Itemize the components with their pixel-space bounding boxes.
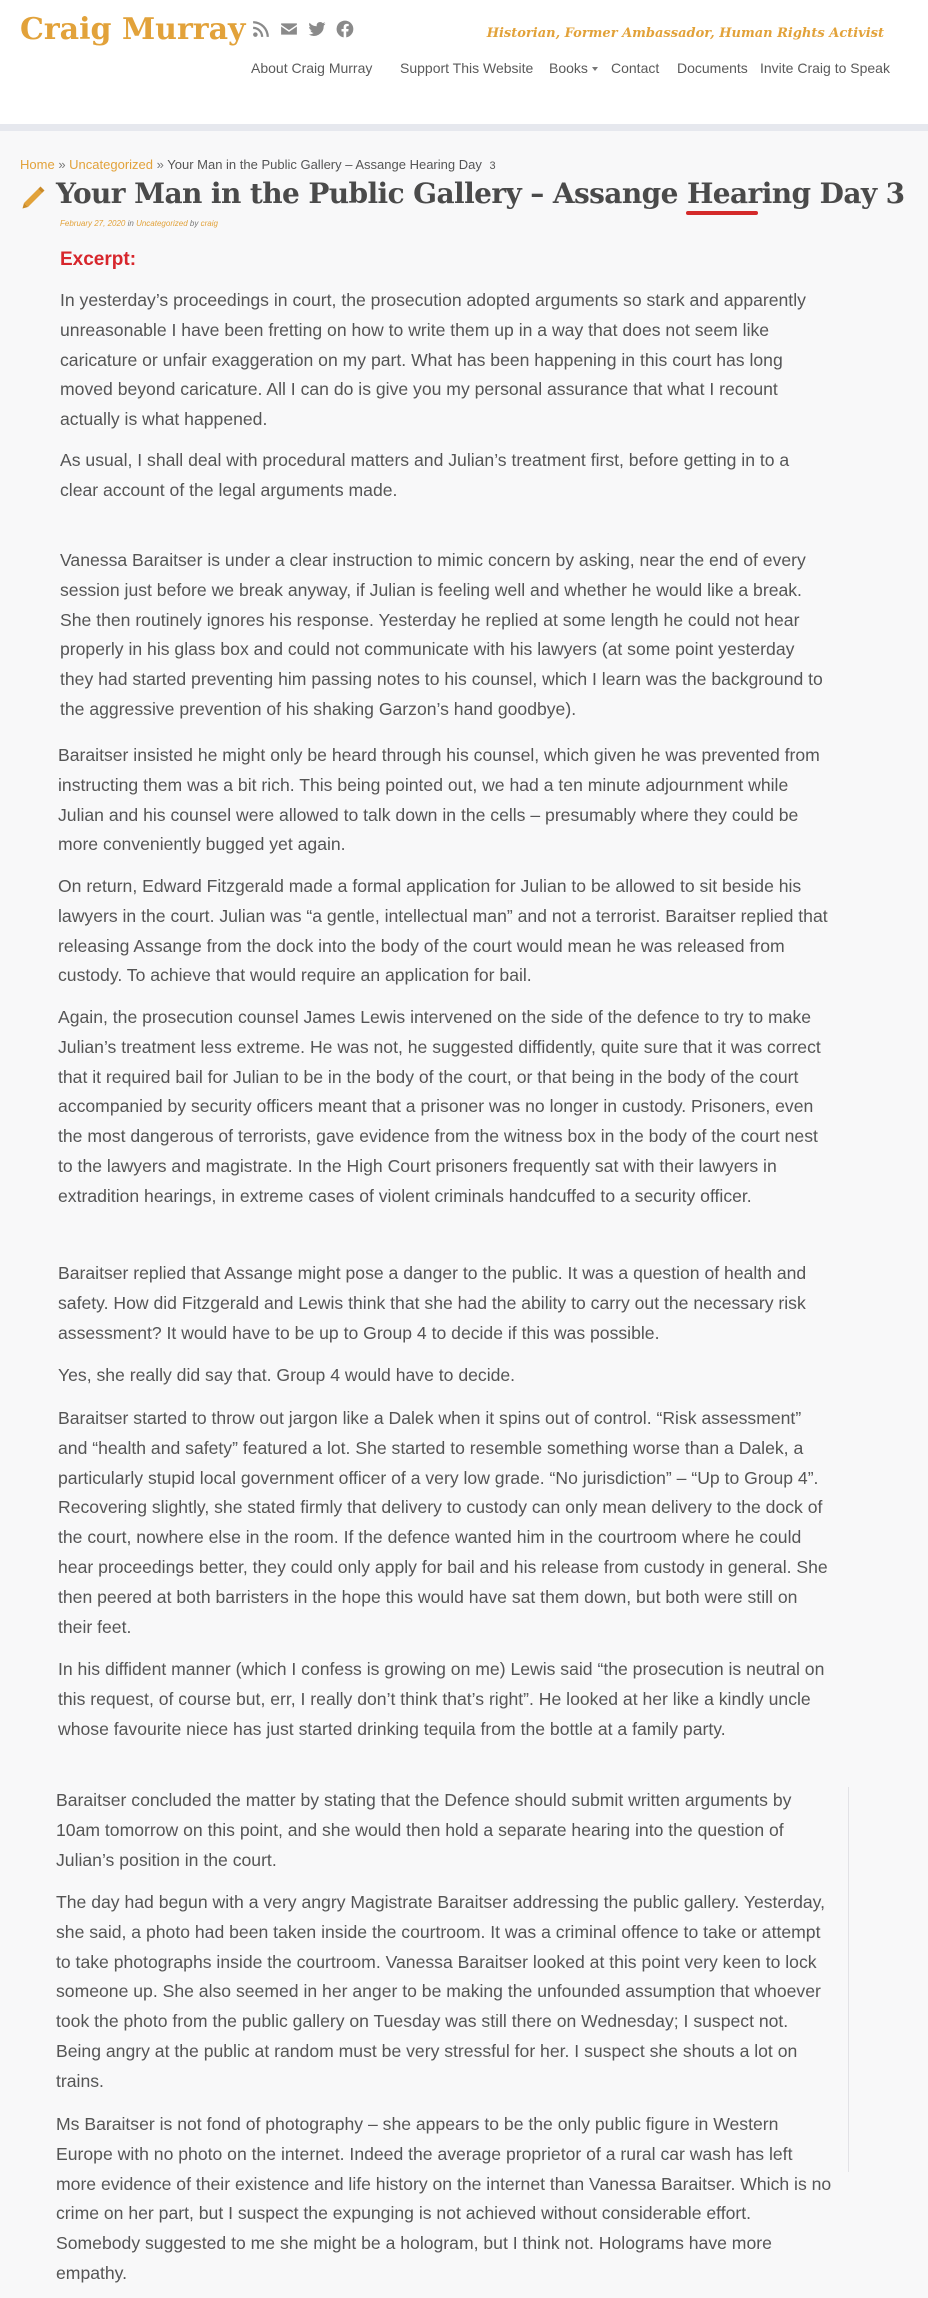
social-icons [252,20,354,38]
article-paragraph: Baraitser started to throw out jargon like a Dalek when it spins out of control. “Risk assessment” and “health and safety” featured a lot. She started to resemble something worse than a Dalek, a particularly stupid local government officer of a very low grade. “No jurisdiction” – “Up to Group 4”. Recovering slightly, she stated firmly that delivery to custody can only mean delivery to the dock of the court, nowhere else in the room. If the defence wanted him in the courtroom where he could hear proceedings better, they could only apply for bail and his release from custody in general. She then peered at both barristers in the hope this would have sat them down, but both were still on their feet. [58,1408,828,1637]
nav-about[interactable]: About Craig Murray [251,60,373,76]
article-paragraph: On return, Edward Fitzgerald made a formal application for Julian to be allowed to sit beside his lawyers in the court. Julian was “a gentle, intellectual man” and not a terrorist. Baraitser replied that releasing Assange from the dock into the body of the court would mean he was released from custody. To achieve that would require an application for bail. [58,876,828,986]
post-title-day: Day 3 [819,177,905,210]
article-paragraph: Baraitser replied that Assange might pose a danger to the public. It was a question of health and safety. How did Fitzgerald and Lewis think that she had the ability to carry out the necessary risk assessment? It would have to be up to Group 4 to decide if this was possible. [58,1263,807,1343]
breadcrumb-current: Your Man in the Public Gallery – Assange Hearing Day [167,157,482,172]
rss-icon[interactable] [252,20,270,38]
article-paragraph: Baraitser concluded the matter by stating that the Defence should submit written arguments by 10am tomorrow on this point, and she would then hold a separate hearing into the question of Julian’s position in the court. [56,1790,792,1870]
nav-support[interactable]: Support This Website [400,60,534,76]
article-paragraph: In yesterday’s proceedings in court, the prosecution adopted arguments so stark and apparently unreasonable I have been fretting on how to write them up in a way that does not seem like caricature or unfair exaggeration on my part. What has been happening in this court has long moved beyond caricature. All I can do is give you my personal assurance that what I recount actually is what happened. [60,290,806,430]
post-meta-by: by [189,219,199,228]
article-paragraph: Yes, she really did say that. Group 4 would have to decide. [58,1365,516,1385]
article-paragraph: Baraitser insisted he might only be heard through his counsel, which given he was prevented from instructing them was a bit rich. This being pointed out, we had a ten minute adjournment while Julian and his counsel were allowed to talk down in the cells – presumably where they could be more conveniently bugged yet again. [58,745,820,855]
facebook-icon[interactable] [336,20,354,38]
email-icon[interactable] [280,20,298,38]
nav-contact[interactable]: Contact [611,60,660,76]
article-paragraph: Again, the prosecution counsel James Lewis intervened on the side of the defence to try to make Julian’s treatment less extreme. He was not, he suggested diffidently, quite sure that it was correct that it required bail for Julian to be in the body of the court, or that being in the body of the court accompanied by security officers meant that a prisoner was no longer in custody. Prisoners, even the most dangerous of terrorists, gave evidence from the witness box in the body of the court nest to the lawyers and magistrate. In the High Court prisoners frequently sat with their lawyers in extradition hearings, in extreme cases of violent criminals handcuffed to a security officer. [58,1007,821,1206]
nav-books[interactable] [549,60,598,76]
nav-documents[interactable]: Documents [677,60,748,76]
site-brand[interactable]: Craig Murray [20,12,246,47]
header-divider [0,124,928,131]
site-header [0,0,928,124]
article-paragraph: In his diffident manner (which I confess is growing on me) Lewis said “the prosecution is neutral on this request, of course but, err, I really don’t think that’s right”. He looked at her like a kindly uncle whose favourite niece has just started drinking tequila from the bottle at a family party. [58,1659,825,1739]
post-category[interactable]: Uncategorized [136,219,188,228]
nav-books-label: Books [549,60,588,76]
site-tagline: Historian, Former Ambassador, Human Rights Activist [486,26,884,41]
twitter-icon[interactable] [308,20,326,38]
spellcheck-underline [686,211,758,215]
excerpt-label: Excerpt: [60,249,137,270]
article-paragraph: Vanessa Baraitser is under a clear instruction to mimic concern by asking, near the end of every session just before we break anyway, if Julian is feeling well and whether he would like a break. She then routinely ignores his response. Yesterday he replied at some length he could not hear properly in his glass box and could not communicate with his lawyers (at some point yesterday they had started preventing him passing notes to his counsel, which I learn was the background to the aggressive prevention of his shaking Garzon’s hand goodbye). [60,550,823,719]
chevron-down-icon [592,67,598,71]
post-date[interactable]: February 27, 2020 [60,219,126,228]
breadcrumb [20,157,496,172]
nav-invite[interactable]: Invite Craig to Speak [760,60,890,76]
post-meta-in: in [127,219,134,228]
post-meta [60,219,218,228]
article-paragraph: As usual, I shall deal with procedural matters and Julian’s treatment first, before getting in to a clear account of the legal arguments made. [60,450,790,500]
pencil-icon [20,183,48,211]
article-paragraph: The day had begun with a very angry Magistrate Baraitser addressing the public gallery. Yesterday, she said, a photo had been taken inside the courtroom. It was a criminal offence to take or attempt to take photographs inside the courtroom. Vanessa Baraitser looked at this point very keen to lock someone up. She also seemed in her anger to be making the unfounded assumption that whoever took the photo from the public gallery on Tuesday was still there on Wednesday; I suspect not. Being angry at the public at random must be very stressful for her. I suspect she shouts a lot on trains. [56,1892,826,2091]
breadcrumb-home[interactable]: Home [20,157,55,172]
breadcrumb-category[interactable]: Uncategorized [69,157,153,172]
post-title [56,177,905,210]
post-author[interactable]: craig [200,219,218,228]
breadcrumb-separator: » [58,157,66,172]
article-paragraph: Ms Baraitser is not fond of photography – she appears to be the only public figure in Western Europe with no photo on the internet. Indeed the average proprietor of a rural car wash has left more evidence of their existence and life history on the internet than Vanessa Baraitser. Which is no crime on her part, but I suspect the expunging is not achieved without considerable effort. Somebody suggested to me she might be a hologram, but I think not. Holograms have more empathy. [56,2114,832,2283]
breadcrumb-separator: » [156,157,164,172]
main-nav [251,60,911,80]
content-divider [848,1787,849,2172]
breadcrumb-current-suffix: 3 [489,160,496,172]
post-title-text: Your Man in the Public Gallery – Assange Hearing [56,177,811,210]
